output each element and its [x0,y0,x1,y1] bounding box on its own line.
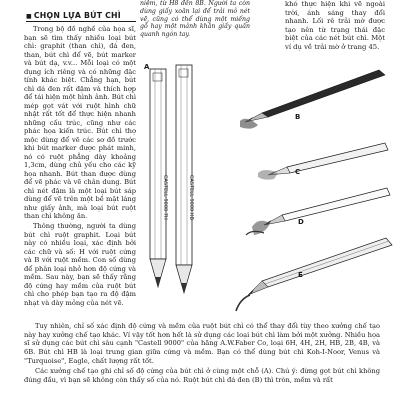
pencil-e [236,238,392,311]
pencil-d [246,188,390,235]
heading-bullet: ■ [26,13,32,20]
section-title: CHỌN LỰA BÚT CHÌ [33,11,121,20]
pencil-illustration [140,55,395,315]
pencil-b [240,70,385,129]
top-snippet-right: khó thực hiện khi vẽ ngoài trời, ánh sáng thay đổi nhanh. Lối rê trải mờ được tạo nên từ trạng thái đặc biệt của các nét bút chì. Một ví dụ về trải mờ ở trang 45. [285,0,385,51]
pencil-a-left-imprint: CASTELL 9000 7H [162,175,168,220]
figure-label-e: E [298,271,303,279]
figure-label-a: A [144,63,150,71]
left-paragraph-2: Thông thường, người ta dùng bút chì ruột graphit. Loại bút này có nhiều loại, xác định bởi các chữ và số: H với ruột cứng và B với ruột mềm. Con số dùng để phân loại nhỏ hơn độ cứng và mềm. Sau này, bạn sẽ thấy rằng độ cứng hay mềm của ruột bút chì cho phép bạn tạo ra độ đậm nhạt và dày mỏng của nét vẽ. [24,222,136,307]
full-paragraph-2: Các xưởng chế tạo ghi chỉ số độ cứng của bút chì ở cùng một chỗ (A). Chú ý: đừng gọt bút chì không đúng đầu, vì bạn sẽ không còn thấy số của nó. Ruột bút chì đá đen (B) thì tròn, mềm và rất [24,366,380,384]
left-paragraph-1: Trong bộ đồ nghề của họa sĩ, bạn sẽ tìm thấy nhiều loại bút chì: graphit (than chì), đá đen, than, bút chì để vẽ, bút marker và bút dạ, v.v... Mỗi loại có một dụng ích riêng và có những đặc tính khác biệt. Chẳng hạn, bút chì dá đen rất đậm và thích hợp để tái hiện một hình ảnh. Bút chì mép gọt vát với ruột hình chữ nhật rất tốt để thực hiện nhanh những cấu trúc, cũng như các phác họa kiến trúc. Bút chì thợ mộc dùng để vẽ các sơ đồ trước khi bút marker được phát minh, nó có ruột phẳng dày khoảng 1,3cm, dùng chủ yếu cho các kỹ họa nhanh. Bút than được dùng để vẽ phác và vẽ chân dung. Bút chì nét đậm là một loại bút sáp dùng để vẽ trên một bề mặt láng như giấy ảnh, mà loại bút ruột than chì không ăn. [24,25,136,220]
figure-label-c: C [295,168,301,176]
top-snippet-center: niệm, từ H8 đến 8B. Người ta còn dùng giấy xoăn lại để trải mỏ nét vẽ, cũng có thể dùng một miếng gỗ hay một mảnh khăn giấy quấn quanh ngón tay. [140,0,250,39]
full-paragraph-1: Tuy nhiên, chỉ số xác định độ cứng và mềm của ruột bút chì có thể thay đổi tùy theo xưởng chế tạo này hay xưởng chế tạo khác. Ví vậy tốt hơn hết là sử dụng các loại bút chì làm bởi một xưởng. Nhiều họa sĩ sử dụng các bút chì sâu cạnh "Castell 9000" của hãng A.W.Faber Co, loại 6H, 4H, 2H, HB, 2B, 4B, và 6B. Bút chì HB là loại trung gian giữa cứng và mềm. Bạn có thể dùng bút chì Koh-I-Noor, Venus và "Turquoise", Eagle, chất lượng rất tốt. [24,322,380,365]
figure-label-b: B [295,113,301,121]
section-heading [26,11,136,22]
pencils-drawing [140,55,395,315]
left-column [24,25,136,307]
pencil-a-right-imprint: CASTELL 9000 HB [188,175,194,220]
pencil-c [258,143,388,180]
full-width-text [24,322,380,400]
figure-label-d: D [298,218,304,226]
